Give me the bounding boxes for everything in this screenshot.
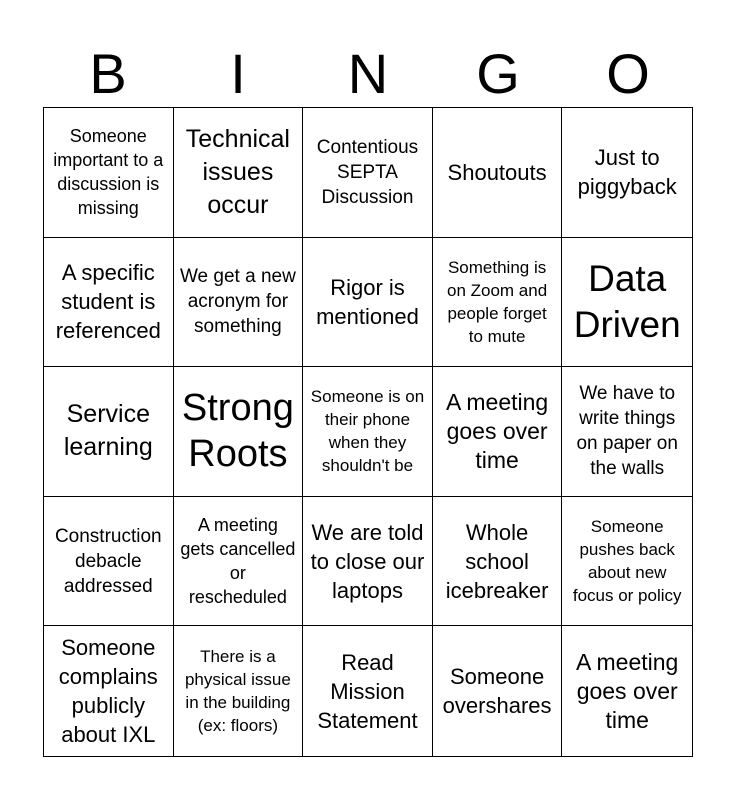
- bingo-cell-3-4[interactable]: [433, 367, 563, 497]
- cell-text: A meeting goes over time: [576, 648, 679, 733]
- cell-text: Someone complains publicly about IXL: [58, 635, 158, 748]
- bingo-cell-5-2[interactable]: [174, 626, 304, 756]
- bingo-cell-1-4[interactable]: [433, 108, 563, 238]
- bingo-cell-4-5[interactable]: [562, 497, 692, 627]
- bingo-cell-2-5[interactable]: [562, 238, 692, 368]
- bingo-header: [43, 40, 693, 108]
- cell-text: Someone pushes back about new focus or policy: [572, 517, 682, 606]
- cell-text: We are told to close our laptops: [310, 519, 425, 603]
- bingo-cell-5-1[interactable]: [44, 626, 174, 756]
- cell-text: Service learning: [63, 400, 153, 462]
- bingo-cell-3-3[interactable]: [303, 367, 433, 497]
- bingo-cell-1-2[interactable]: [174, 108, 304, 238]
- bingo-cell-3-5[interactable]: [562, 367, 692, 497]
- bingo-cell-5-4[interactable]: [433, 626, 563, 756]
- cell-text: We have to write things on paper on the walls: [576, 383, 678, 480]
- cell-text: Someone overshares: [442, 664, 552, 719]
- header-letter-g: G: [476, 42, 520, 105]
- bingo-cell-4-1[interactable]: [44, 497, 174, 627]
- bingo-cell-4-2[interactable]: [174, 497, 304, 627]
- bingo-cell-2-2[interactable]: [174, 238, 304, 368]
- bingo-cell-4-3[interactable]: [303, 497, 433, 627]
- cell-text: Read Mission Statement: [317, 649, 418, 733]
- cell-text: Rigor is mentioned: [316, 274, 419, 329]
- cell-text: Shoutouts: [447, 159, 547, 185]
- cell-text: Construction debacle addressed: [54, 525, 162, 597]
- bingo-cell-2-3[interactable]: [303, 238, 433, 368]
- header-letter-b: B: [89, 42, 127, 105]
- cell-text: Someone is on their phone when they shouldn't be: [310, 387, 425, 476]
- cell-text: Data Driven: [573, 257, 681, 345]
- bingo-cell-1-3[interactable]: [303, 108, 433, 238]
- bingo-cell-2-4[interactable]: [433, 238, 563, 368]
- bingo-cell-2-1[interactable]: [44, 238, 174, 368]
- cell-text: A meeting goes over time: [445, 388, 549, 473]
- header-letter-i: I: [230, 42, 246, 105]
- header-letter-n: N: [347, 42, 389, 105]
- bingo-cell-1-1[interactable]: [44, 108, 174, 238]
- cell-text: A meeting gets cancelled or rescheduled: [180, 515, 296, 608]
- cell-text: Someone important to a discussion is missing: [53, 126, 164, 219]
- bingo-cell-3-2[interactable]: [174, 367, 304, 497]
- bingo-board: [43, 107, 693, 757]
- bingo-cell-5-3[interactable]: [303, 626, 433, 756]
- bingo-cell-3-1[interactable]: [44, 367, 174, 497]
- cell-text: A specific student is referenced: [55, 260, 161, 344]
- cell-text: Technical issues occur: [185, 124, 290, 219]
- cell-text: We get a new acronym for something: [179, 266, 296, 338]
- cell-text: Whole school icebreaker: [445, 519, 549, 603]
- cell-text: Contentious SEPTA Discussion: [316, 136, 419, 208]
- cell-text: Something is on Zoom and people forget to mute: [447, 257, 548, 346]
- cell-text: There is a physical issue in the building (ex: floors): [184, 647, 291, 736]
- cell-text: Just to piggyback: [577, 145, 677, 200]
- bingo-cell-4-4[interactable]: [433, 497, 563, 627]
- header-letter-o: O: [606, 42, 650, 105]
- bingo-cell-5-5[interactable]: [562, 626, 692, 756]
- bingo-cell-1-5[interactable]: [562, 108, 692, 238]
- cell-text: Strong Roots: [181, 387, 294, 476]
